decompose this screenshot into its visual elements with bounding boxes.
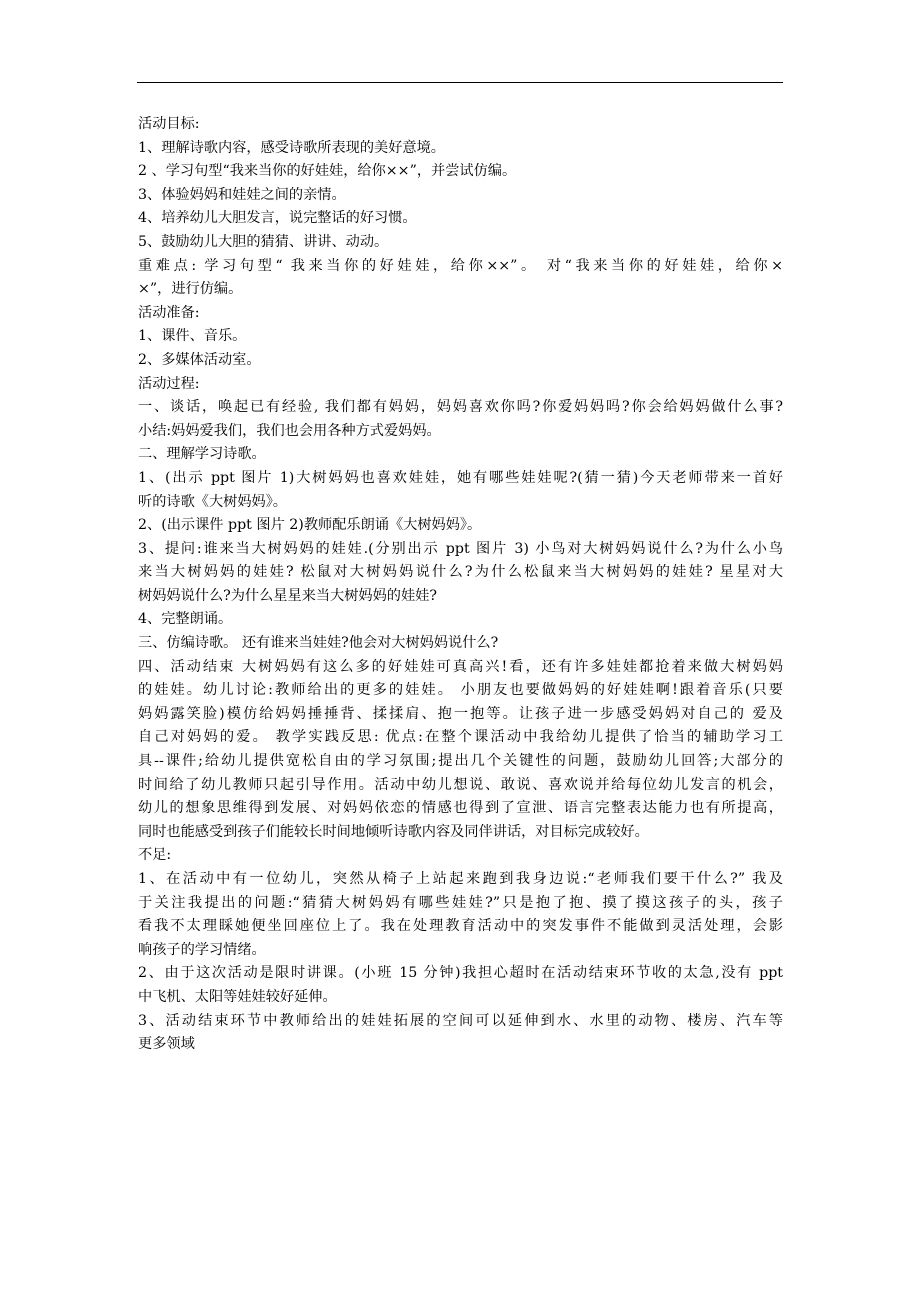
text-line: 二、理解学习诗歌。 xyxy=(138,446,266,463)
text-line: 妈妈露笑脸)模仿给妈妈捶捶背、揉揉肩、抱一抱等。让孩子进一步感受妈妈对自己的 爱及 xyxy=(138,705,783,722)
text-line: 树妈妈说什么?为什么星星来当大树妈妈的娃娃? xyxy=(138,587,437,604)
text-line: 一、谈话，唤起已有经验, 我们都有妈妈，妈妈喜欢你吗?你爱妈妈吗?你会给妈妈做什么事? xyxy=(138,399,783,416)
text-line: 1、课件、音乐。 xyxy=(138,328,247,345)
text-line: 小结:妈妈爱我们，我们也会用各种方式爱妈妈。 xyxy=(138,422,441,439)
text-line: 5、鼓励幼儿大胆的猜猜、讲讲、动动。 xyxy=(138,233,389,250)
text-line: 四、活动结束 大树妈妈有这么多的好娃娃可真高兴!看，还有许多娃娃都抢着来做大树妈妈 xyxy=(138,658,783,675)
text-line: 重难点: 学习句型“ 我来当你的好娃娃，给你××”。 对“我来当你的好娃娃，给你× xyxy=(138,257,783,274)
text-line: 同时也能感受到孩子们能较长时间地倾听诗歌内容及同伴讲话，对目标完成较好。 xyxy=(138,823,649,840)
text-line: 中飞机、太阳等娃娃较好延伸。 xyxy=(138,988,337,1005)
text-line: 1、理解诗歌内容，感受诗歌所表现的美好意境。 xyxy=(138,139,445,156)
text-line: 更多领域 xyxy=(138,1036,195,1053)
text-line: ×”，进行仿编。 xyxy=(138,281,243,298)
header-rule xyxy=(137,82,783,83)
text-line: 的娃娃。幼儿讨论:教师给出的更多的娃娃。 小朋友也要做妈妈的好娃娃啊!跟着音乐(只要 xyxy=(138,682,783,699)
text-line: 幼儿的想象思维得到发展、对妈妈依恋的情感也得到了宣泄、语言完整表达能力也有所提高， xyxy=(138,800,783,817)
text-line: 4、完整朗诵。 xyxy=(138,611,233,628)
text-line: 2、由于这次活动是限时讲课。(小班 15 分钟)我担心超时在活动结束环节收的太急,没有 ppt xyxy=(138,965,783,982)
text-line: 看我不太理睬她便坐回座位上了。我在处理教育活动中的突发事件不能做到灵活处理，会影 xyxy=(138,918,783,935)
document-body xyxy=(138,113,783,1057)
text-line: 2 、学习句型“我来当你的好娃娃，给你××”，并尝试仿编。 xyxy=(138,163,517,180)
text-line: 来当大树妈妈的娃娃? 松鼠对大树妈妈说什么?为什么松鼠来当大树妈妈的娃娃? 星星对大 xyxy=(138,564,783,581)
text-line: 4、培养幼儿大胆发言，说完整话的好习惯。 xyxy=(138,210,417,227)
text-line: 具--课件;给幼儿提供宽松自由的学习氛围;提出几个关键性的问题，鼓励幼儿回答;大部分的 xyxy=(138,753,783,770)
text-line: 活动准备: xyxy=(138,304,200,321)
text-line: 2、多媒体活动室。 xyxy=(138,351,261,368)
text-line: 自己对妈妈的爱。 教学实践反思: 优点:在整个课活动中我给幼儿提供了恰当的辅助学习工 xyxy=(138,729,783,746)
text-line: 活动目标: xyxy=(138,116,200,132)
text-line: 3、提问:谁来当大树妈妈的娃娃.(分别出示 ppt 图片 3) 小鸟对大树妈妈说什么?为什么小鸟 xyxy=(138,540,783,557)
text-line: 时间给了幼儿教师只起引导作用。活动中幼儿想说、敢说、喜欢说并给每位幼儿发言的机会， xyxy=(138,776,783,793)
text-line: 2、(出示课件 ppt 图片 2)教师配乐朗诵《大树妈妈》。 xyxy=(138,517,482,534)
text-line: 1、(出示 ppt 图片 1)大树妈妈也喜欢娃娃，她有哪些娃娃呢?(猜一猜)今天老师带来一首好 xyxy=(138,469,783,486)
text-line: 3、体验妈妈和娃娃之间的亲情。 xyxy=(138,186,346,203)
text-line: 活动过程: xyxy=(138,375,200,392)
text-line: 不足: xyxy=(138,847,172,864)
text-line: 1、在活动中有一位幼儿，突然从椅子上站起来跑到我身边说:“老师我们要干什么?” 我及 xyxy=(138,871,783,887)
text-line: 3、活动结束环节中教师给出的娃娃拓展的空间可以延伸到水、水里的动物、楼房、汽车等 xyxy=(138,1012,783,1029)
text-line: 于关注我提出的问题:“猜猜大树妈妈有哪些娃娃?”只是抱了抱、摸了摸这孩子的头，孩子 xyxy=(138,894,783,911)
text-line: 三、仿编诗歌。 还有谁来当娃娃?他会对大树妈妈说什么? xyxy=(138,635,499,652)
text-line: 响孩子的学习情绪。 xyxy=(138,941,266,958)
text-line: 听的诗歌《大树妈妈》。 xyxy=(138,493,287,510)
